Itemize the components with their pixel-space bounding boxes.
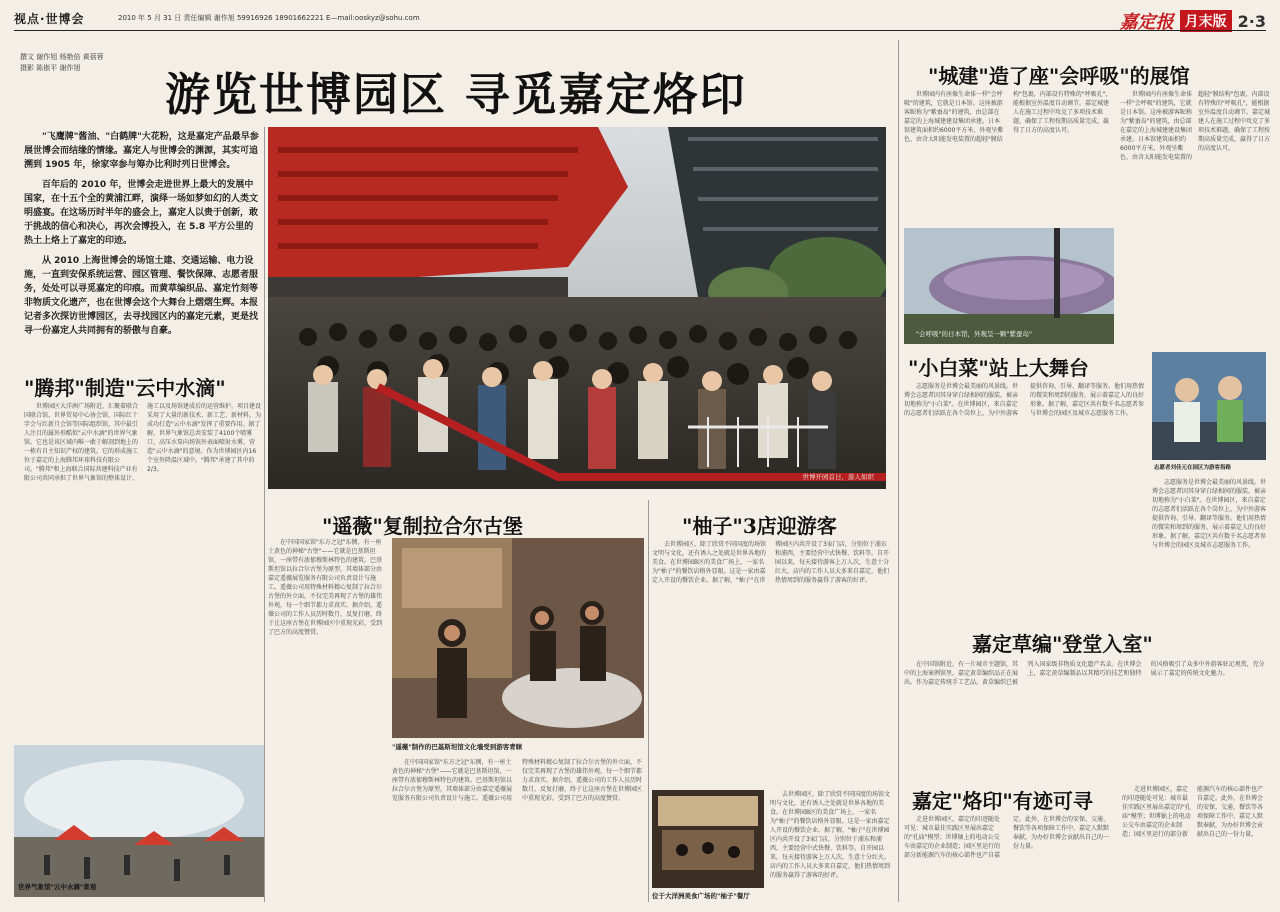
article-body-youzi xyxy=(652,540,890,785)
weather-photo-caption: 世界气象馆"云中水滴"景观 xyxy=(18,883,97,891)
japan-pavilion-illustration xyxy=(904,228,1114,344)
youzi-photo-caption: 位于大洋洲美食广场的"柚子"餐厅 xyxy=(652,892,750,900)
crowd-photo-illustration xyxy=(268,127,886,489)
article-paragraph: 走进世博园区，嘉定的印迹随处可见：城市最佳实践区里展出嘉定的"孔庙"模型；世博轴上的电动公交车由嘉定的企业制造；园区里运行的部分新能源汽车的核心部件也产自嘉定。此外，在世博会的安保、交通、餐饮等各项保障工作中，嘉定人默默奉献，为办好世博会贡献出自己的一份力量。 xyxy=(904,816,1110,859)
japan-photo-caption: "会呼吸"的日本馆，外观呈一颗"紫蚕岛" xyxy=(916,330,1032,338)
article-body-laoyin xyxy=(904,815,1114,900)
article-body-huangcao xyxy=(904,660,1266,780)
article-paragraph: 去世博园区，除了欣赏不同国度的场馆文明与文化，还有诱人之处就是世界各地的美食。在世博园B区的美食广场上，一家名为"柚子"的餐饮店格外显眼。这是一家由嘉定人开设的餐饮企业。据了解，"柚子"在世博园区内共开设了3家门店，分别位于浦东和浦西，主要经营中式快餐、饮料等。自开园以来，每天接待游客上万人次，生意十分红火。店内的工作人员大多来自嘉定，他们热情周到的服务赢得了游客的好评。 xyxy=(770,791,890,879)
article-paragraph: 世博园区大洋洲广场附近，汇聚着联合国联合馆、世界贸易中心协会馆、国际红十字会与红新月会馆等国际组织馆，其中最引人注目的属外形酷似"云中水滴"的世界气象馆。它也是该区域内唯一敢于解剖到地上的一栋有自主知识产权的建筑。它的形成施工位于嘉定的上海腾邦环球科技有限公司。"腾邦"和上海联合国际共建科技产业有限公司共同承担了世界气象馆的整体设计、施工以及场馆建成后的运营维护。项目建设采用了大量的新技术、新工艺、新材料，为成功打造"云中水滴"发挥了重要作用。据了解，世界气象馆总共安装了4100个喷雾口，高压水泵向场馆外表面喷射水雾，营造"云中水滴"的意境。作为世博园区内16个室外降温区域中，"腾邦"承建了其中的2/3。 xyxy=(24,403,262,482)
weather-pavilion-illustration xyxy=(14,745,264,897)
article-body-yaowei-cont xyxy=(392,758,644,898)
weather-pavilion-photo xyxy=(14,745,264,897)
volunteer-photo-caption: 志愿者刘佳元在园区为游客指路 xyxy=(1154,465,1232,471)
article-headline-yaowei: "遥薇"复制拉合尔古堡 xyxy=(322,514,523,538)
intro-paragraph: 百年后的 2010 年，世博会走进世界上最大的发展中国家，在十五个全的黄浦江畔，演绎一场如梦如幻的人类文明盛宴。在这场历时半年的盛会上，嘉定人以贵于创新，敢于挑战的信心和决心，再次会博投入，在 5.8 平方公里的热土上烙上了嘉定的印迹。 xyxy=(24,180,259,246)
byline-photographers: 摄影 陈嵌平 谢作旭 xyxy=(20,64,81,72)
page-numbers: 2·3 xyxy=(1237,11,1266,31)
intro-paragraph: 从 2010 上海世博会的场馆土建、交通运输、电力设施，一直到安保系统运营、园区管理、餐饮保障、志愿者服务，处处可以寻觅嘉定的印痕。而黄草编织品、嘉定竹刻等非物质文化遗产，也在世博会这个大舞台上熠熠生辉。本报记者多次探访世博园区，去寻找园区内的嘉定元素，更是找寻一份嘉定人共同拥有的骄傲与自豪。 xyxy=(24,256,259,336)
section-label: 视点·世博会 xyxy=(14,12,85,26)
article-body-chengjian xyxy=(904,90,1114,225)
article-paragraph: 在中国国家馆"东方之冠"东侧，有一座土黄色的神秘"古堡"——它就是巴基斯坦馆，一座带有浓郁穆斯林特色的建筑。巴基斯坦馆以拉合尔古堡为原型，其墙体部分由嘉定遥薇展览服务有限公司负责设计与施工。遥薇公司用特殊材料精心复制了拉合尔古堡的外立面，不仅完美再现了古堡的雄伟外观，每一个细节都力求真实。据介绍，遥薇公司的工作人员历时数月，反复打磨，终于让这座古堡在世博园区中重现光彩，受到了巴方的高度赞赏。 xyxy=(268,539,383,636)
japan-pavilion-photo xyxy=(904,228,1114,344)
column-divider xyxy=(648,500,649,902)
pakistan-wall-photo xyxy=(392,538,644,738)
article-paragraph: 走进世博园区，嘉定的印迹随处可见：城市最佳实践区里展出嘉定的"孔庙"模型；世博轴上的电动公交车由嘉定的企业制造；园区里运行的部分新能源汽车的核心部件也产自嘉定。此外，在世博会的安保、交通、餐饮等各项保障工作中，嘉定人默默奉献，为办好世博会贡献出自己的一份力量。 xyxy=(1122,786,1264,838)
pakistan-wall-illustration xyxy=(392,538,644,738)
crowd-photo-caption: 世博开园首日，游人如织 xyxy=(802,473,874,481)
intro-lead xyxy=(24,130,262,344)
article-paragraph: 志愿服务是世博会最美丽的风景线。世博会志愿者因其身穿白绿相间的服装，被亲切地称为"小白菜"。在世博园区，来自嘉定的志愿者们活跃在各个岗位上，为中外游客提供咨询、引导、翻译等服务。他们用热情的微笑和周到的服务，展示着嘉定人的良好形象。据了解，嘉定区共有数千名志愿者参与世博会的园区及城市志愿服务工作。 xyxy=(904,383,1145,417)
article-headline-huangcao: 嘉定草编"登堂入室" xyxy=(972,632,1153,656)
youzi-restaurant-illustration xyxy=(652,790,764,888)
article-headline-xiaobaicai: "小白菜"站上大舞台 xyxy=(908,356,1089,380)
youzi-restaurant-photo xyxy=(652,790,764,888)
article-paragraph: 在中国国家馆"东方之冠"东侧，有一座土黄色的神秘"古堡"——它就是巴基斯坦馆，一座带有浓郁穆斯林特色的建筑。巴基斯坦馆以拉合尔古堡为原型，其墙体部分由嘉定遥薇展览服务有限公司负责设计与施工。遥薇公司用特殊材料精心复制了拉合尔古堡的外立面，不仅完美再现了古堡的雄伟外观，每一个细节都力求真实。据介绍，遥薇公司的工作人员历时数月，反复打磨，终于让这座古堡在世博园区中重现光彩，受到了巴方的高度赞赏。 xyxy=(392,759,643,802)
article-headline-youzi: "柚子"3店迎游客 xyxy=(682,514,837,538)
column-divider xyxy=(898,40,899,902)
volunteer-illustration xyxy=(1152,352,1266,460)
byline-writers: 撰文 谢作旭 杨艳倍 黄蓓蓉 xyxy=(20,53,104,61)
brand-logo: 嘉定报 xyxy=(1119,12,1174,33)
article-body-yaowei xyxy=(268,538,386,898)
article-body-chengjian-cont xyxy=(1120,90,1270,348)
article-paragraph: 世博园内有座像生命体一样"会呼吸"的建筑，它就是日本馆。这座被游客昵称为"紫蚕岛"的建筑，由总部在嘉定的上海城建建设集团承建。日本馆建筑面积约6000平方米，外观呈紫色，由含太阳能发电装置的超轻"膜结构"包裹，内部设有特殊的"呼吸孔"，能根据室外温度自动调节。嘉定城建人在施工过程中攻克了多项技术难题，确保了工程按期高质量完成，赢得了日方的高度认可。 xyxy=(1120,91,1270,161)
pakistan-photo-caption: "遥薇"制作的巴基斯坦馆文化墙受到游客青睐 xyxy=(392,743,523,751)
article-paragraph: 志愿服务是世博会最美丽的风景线。世博会志愿者因其身穿白绿相间的服装，被亲切地称为"小白菜"。在世博园区，来自嘉定的志愿者们活跃在各个岗位上，为中外游客提供咨询、引导、翻译等服务。他们用热情的微笑和周到的服务，展示着嘉定人的良好形象。据了解，嘉定区共有数千名志愿者参与世博会的园区及城市志愿服务工作。 xyxy=(1152,479,1266,549)
article-paragraph: 世博园内有座像生命体一样"会呼吸"的建筑，它就是日本馆。这座被游客昵称为"紫蚕岛"的建筑，由总部在嘉定的上海城建建设集团承建。日本馆建筑面积约6000平方米，外观呈紫色，由含太阳能发电装置的超轻"膜结构"包裹，内部设有特殊的"呼吸孔"，能根据室外温度自动调节。嘉定城建人在施工过程中攻克了多项技术难题，确保了工程按期高质量完成，赢得了日方的高度认可。 xyxy=(904,91,1112,143)
date-editor-line: 2010 年 5 月 31 日 责任编辑 谢作旭 59916926 18901662221 E—mail:ooskyz@sohu.com xyxy=(118,14,420,22)
intro-paragraph: "飞鹰牌"酱油、"白鹤牌"大花粉，这是嘉定产品最早参展世博会而结缘的情缘。嘉定人与世博会的渊源，其实可追溯到 1905 年，徐家宰参与筹办比利时列日世博会。 xyxy=(24,132,259,170)
article-headline-laoyin: 嘉定"烙印"有迹可寻 xyxy=(912,789,1093,813)
header-divider xyxy=(14,30,1266,31)
edition-badge: 月末版 xyxy=(1180,10,1232,32)
volunteer-photo xyxy=(1152,352,1266,460)
article-headline-tengbang: "腾邦"制造"云中水滴" xyxy=(24,376,226,400)
article-paragraph: 去世博园区，除了欣赏不同国度的场馆文明与文化，还有诱人之处就是世界各地的美食。在世博园B区的美食广场上，一家名为"柚子"的餐饮店格外显眼。这是一家由嘉定人开设的餐饮企业。据了解，"柚子"在世博园区内共开设了3家门店，分别位于浦东和浦西，主要经营中式快餐、饮料等。自开园以来，每天接待游客上万人次，生意十分红火。店内的工作人员大多来自嘉定，他们热情周到的服务赢得了游客的好评。 xyxy=(652,541,890,584)
byline-credits xyxy=(20,52,104,74)
article-body-laoyin-cont xyxy=(1122,785,1266,900)
column-divider xyxy=(264,127,265,902)
article-body-tengbang xyxy=(24,402,262,732)
crowd-photo xyxy=(268,127,886,489)
article-paragraph: 在中国馆附近，有一片城市主题馆，其中的上海案例馆里，嘉定黄草编织品正在展出。作为嘉定传统手工艺品，黄草编织已被列入国家级非物质文化遗产名录。在世博会上，嘉定黄草编制品以其精巧的技艺和独特的风格吸引了众多中外游客驻足观赏，充分展示了嘉定的传统文化魅力。 xyxy=(904,661,1265,686)
article-body-youzi-cont xyxy=(770,790,890,900)
page-main-title: 游览世博园区 寻觅嘉定烙印 xyxy=(165,68,747,121)
article-body-xiaobaicai xyxy=(904,382,1148,617)
article-body-xiaobaicai-cont xyxy=(1152,478,1266,618)
article-headline-chengjian: "城建"造了座"会呼吸"的展馆 xyxy=(928,64,1190,88)
